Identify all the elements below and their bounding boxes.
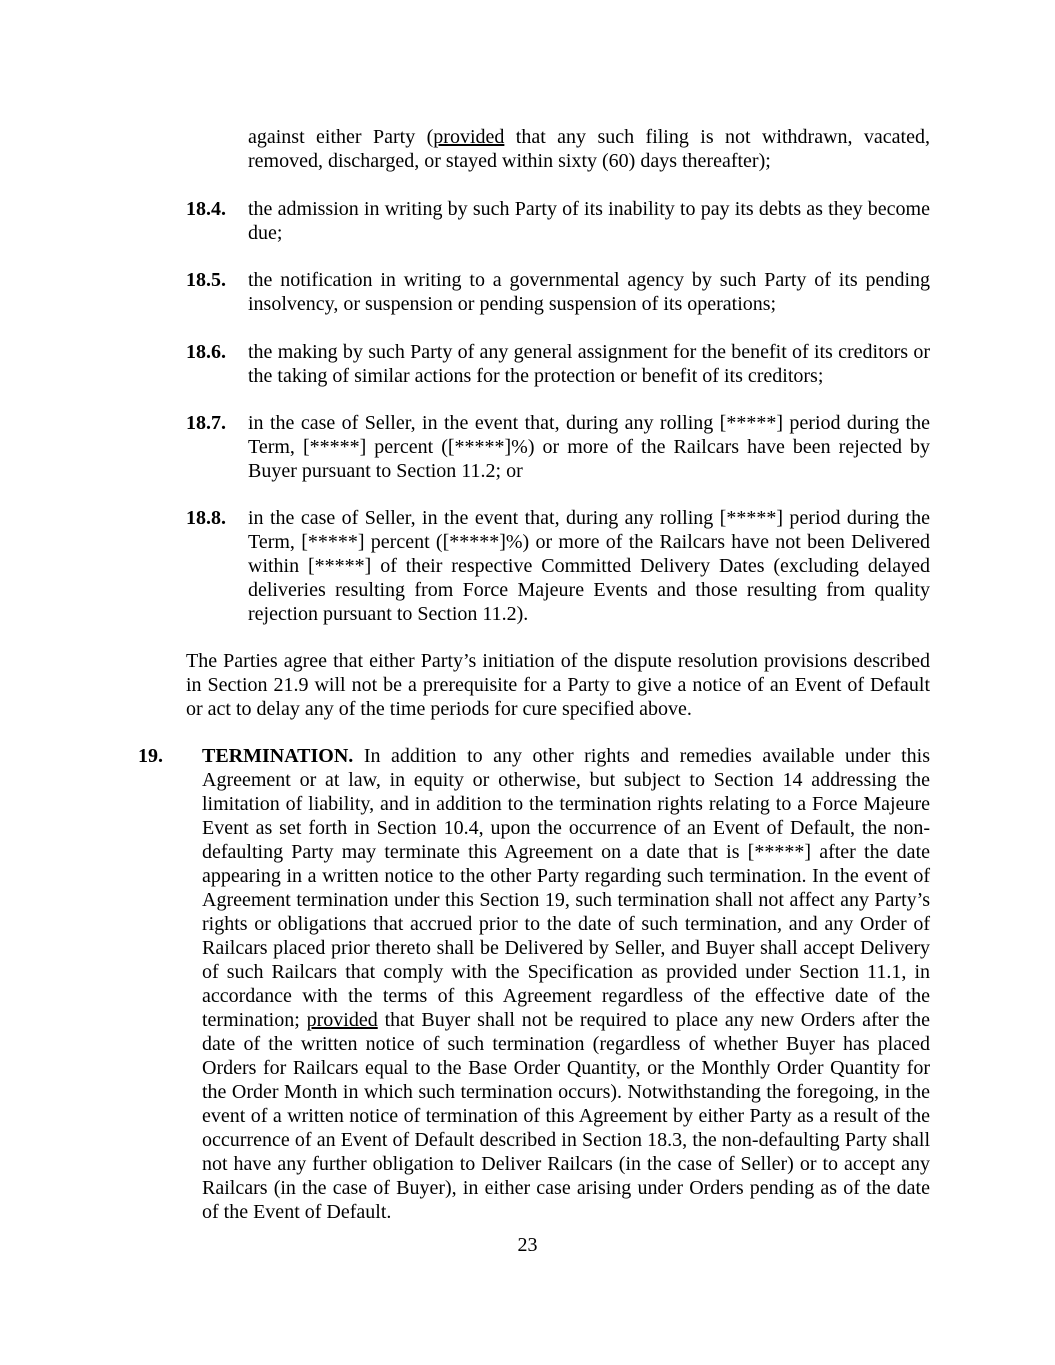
section-body	[202, 744, 930, 1224]
continuation-text-post: that any such filing is not withdrawn, vacated, removed, discharged, or stayed within sixty (60) days thereafter);	[248, 126, 930, 172]
section-19-termination	[138, 744, 930, 1224]
clause-text: the admission in writing by such Party of its inability to pay its debts as they become due;	[248, 198, 930, 244]
clause-18-8	[186, 506, 930, 626]
clause-number: 18.7.	[186, 412, 226, 434]
provided-underlined: provided	[433, 126, 505, 148]
parties-agreement-paragraph: The Parties agree that either Party’s initiation of the dispute resolution provisions described in Section 21.9 will not be a prerequisite for a Party to give a notice of an Event of Default or act to delay any of the time periods for cure specified above.	[186, 650, 930, 720]
clause-number: 18.8.	[186, 507, 226, 529]
section-text-part1: In addition to any other rights and remedies available under this Agreement or at law, in equity or otherwise, but subject to Section 14 addressing the limitation of liability, and in addition to the termination rights relating to a Force Majeure Event as set forth in Section 10.4, upon the occurrence of an Event of Default, the non-defaulting Party may terminate this Agreement on a date that is [*****] after the date appearing in a written notice to the other Party regarding such termination. In the event of Agreement termination under this Section 19, such termination shall not affect any Party’s rights or obligations that accrued prior to the date of such termination, and any Order of Railcars placed prior thereto shall be Delivered by Seller, and Buyer shall accept Delivery of such Railcars that comply with the Specification as provided under Section 11.1, in accordance with the terms of this Agreement regardless of the effective date of the termination;	[202, 745, 930, 1031]
provided-underlined: provided	[306, 1009, 378, 1031]
clause-18-6	[186, 340, 930, 388]
clause-18-5	[186, 268, 930, 316]
section-heading: TERMINATION.	[202, 745, 354, 767]
clause-text: the making by such Party of any general assignment for the benefit of its creditors or the taking of similar actions for the protection or benefit of its creditors;	[248, 341, 930, 387]
section-text-part2: that Buyer shall not be required to place any new Orders after the date of the written notice of such termination (regardless of whether Buyer has placed Orders for Railcars equal to the Base Order Quantity, or the Monthly Order Quantity for the Order Month in which such termination occurs). Notwithstanding the foregoing, in the event of a written notice of termination of this Agreement by either Party as a result of the occurrence of an Event of Default described in Section 18.3, the non-defaulting Party shall not have any further obligation to Deliver Railcars (in the case of Seller) or to accept any Railcars (in the case of Buyer), in either case arising under Orders pending as of the date of the Event of Default.	[202, 1009, 930, 1223]
clause-text: in the case of Seller, in the event that, during any rolling [*****] period during the Term, [*****] percent ([*****]%) or more of the Railcars have not been Delivered within [*****] of their respective Committed Delivery Dates (excluding delayed deliveries resulting from Force Majeure Events and those resulting from quality rejection pursuant to Section 11.2).	[248, 507, 930, 625]
clause-text: the notification in writing to a governmental agency by such Party of its pending insolvency, or suspension or pending suspension of its operations;	[248, 269, 930, 315]
clause-number: 18.5.	[186, 269, 226, 291]
clause-number: 18.6.	[186, 341, 226, 363]
clause-number: 18.4.	[186, 198, 226, 220]
page-number: 23	[517, 1234, 538, 1256]
clause-18-3-continuation	[248, 125, 930, 173]
section-number: 19.	[138, 745, 163, 767]
clause-18-4	[186, 197, 930, 245]
continuation-text-pre: against either Party (	[248, 126, 434, 148]
clause-18-7	[186, 411, 930, 483]
clause-text: in the case of Seller, in the event that, during any rolling [*****] period during the Term, [*****] percent ([*****]%) or more of the Railcars have been rejected by Buyer pursuant to Section 11.2; or	[248, 412, 930, 482]
